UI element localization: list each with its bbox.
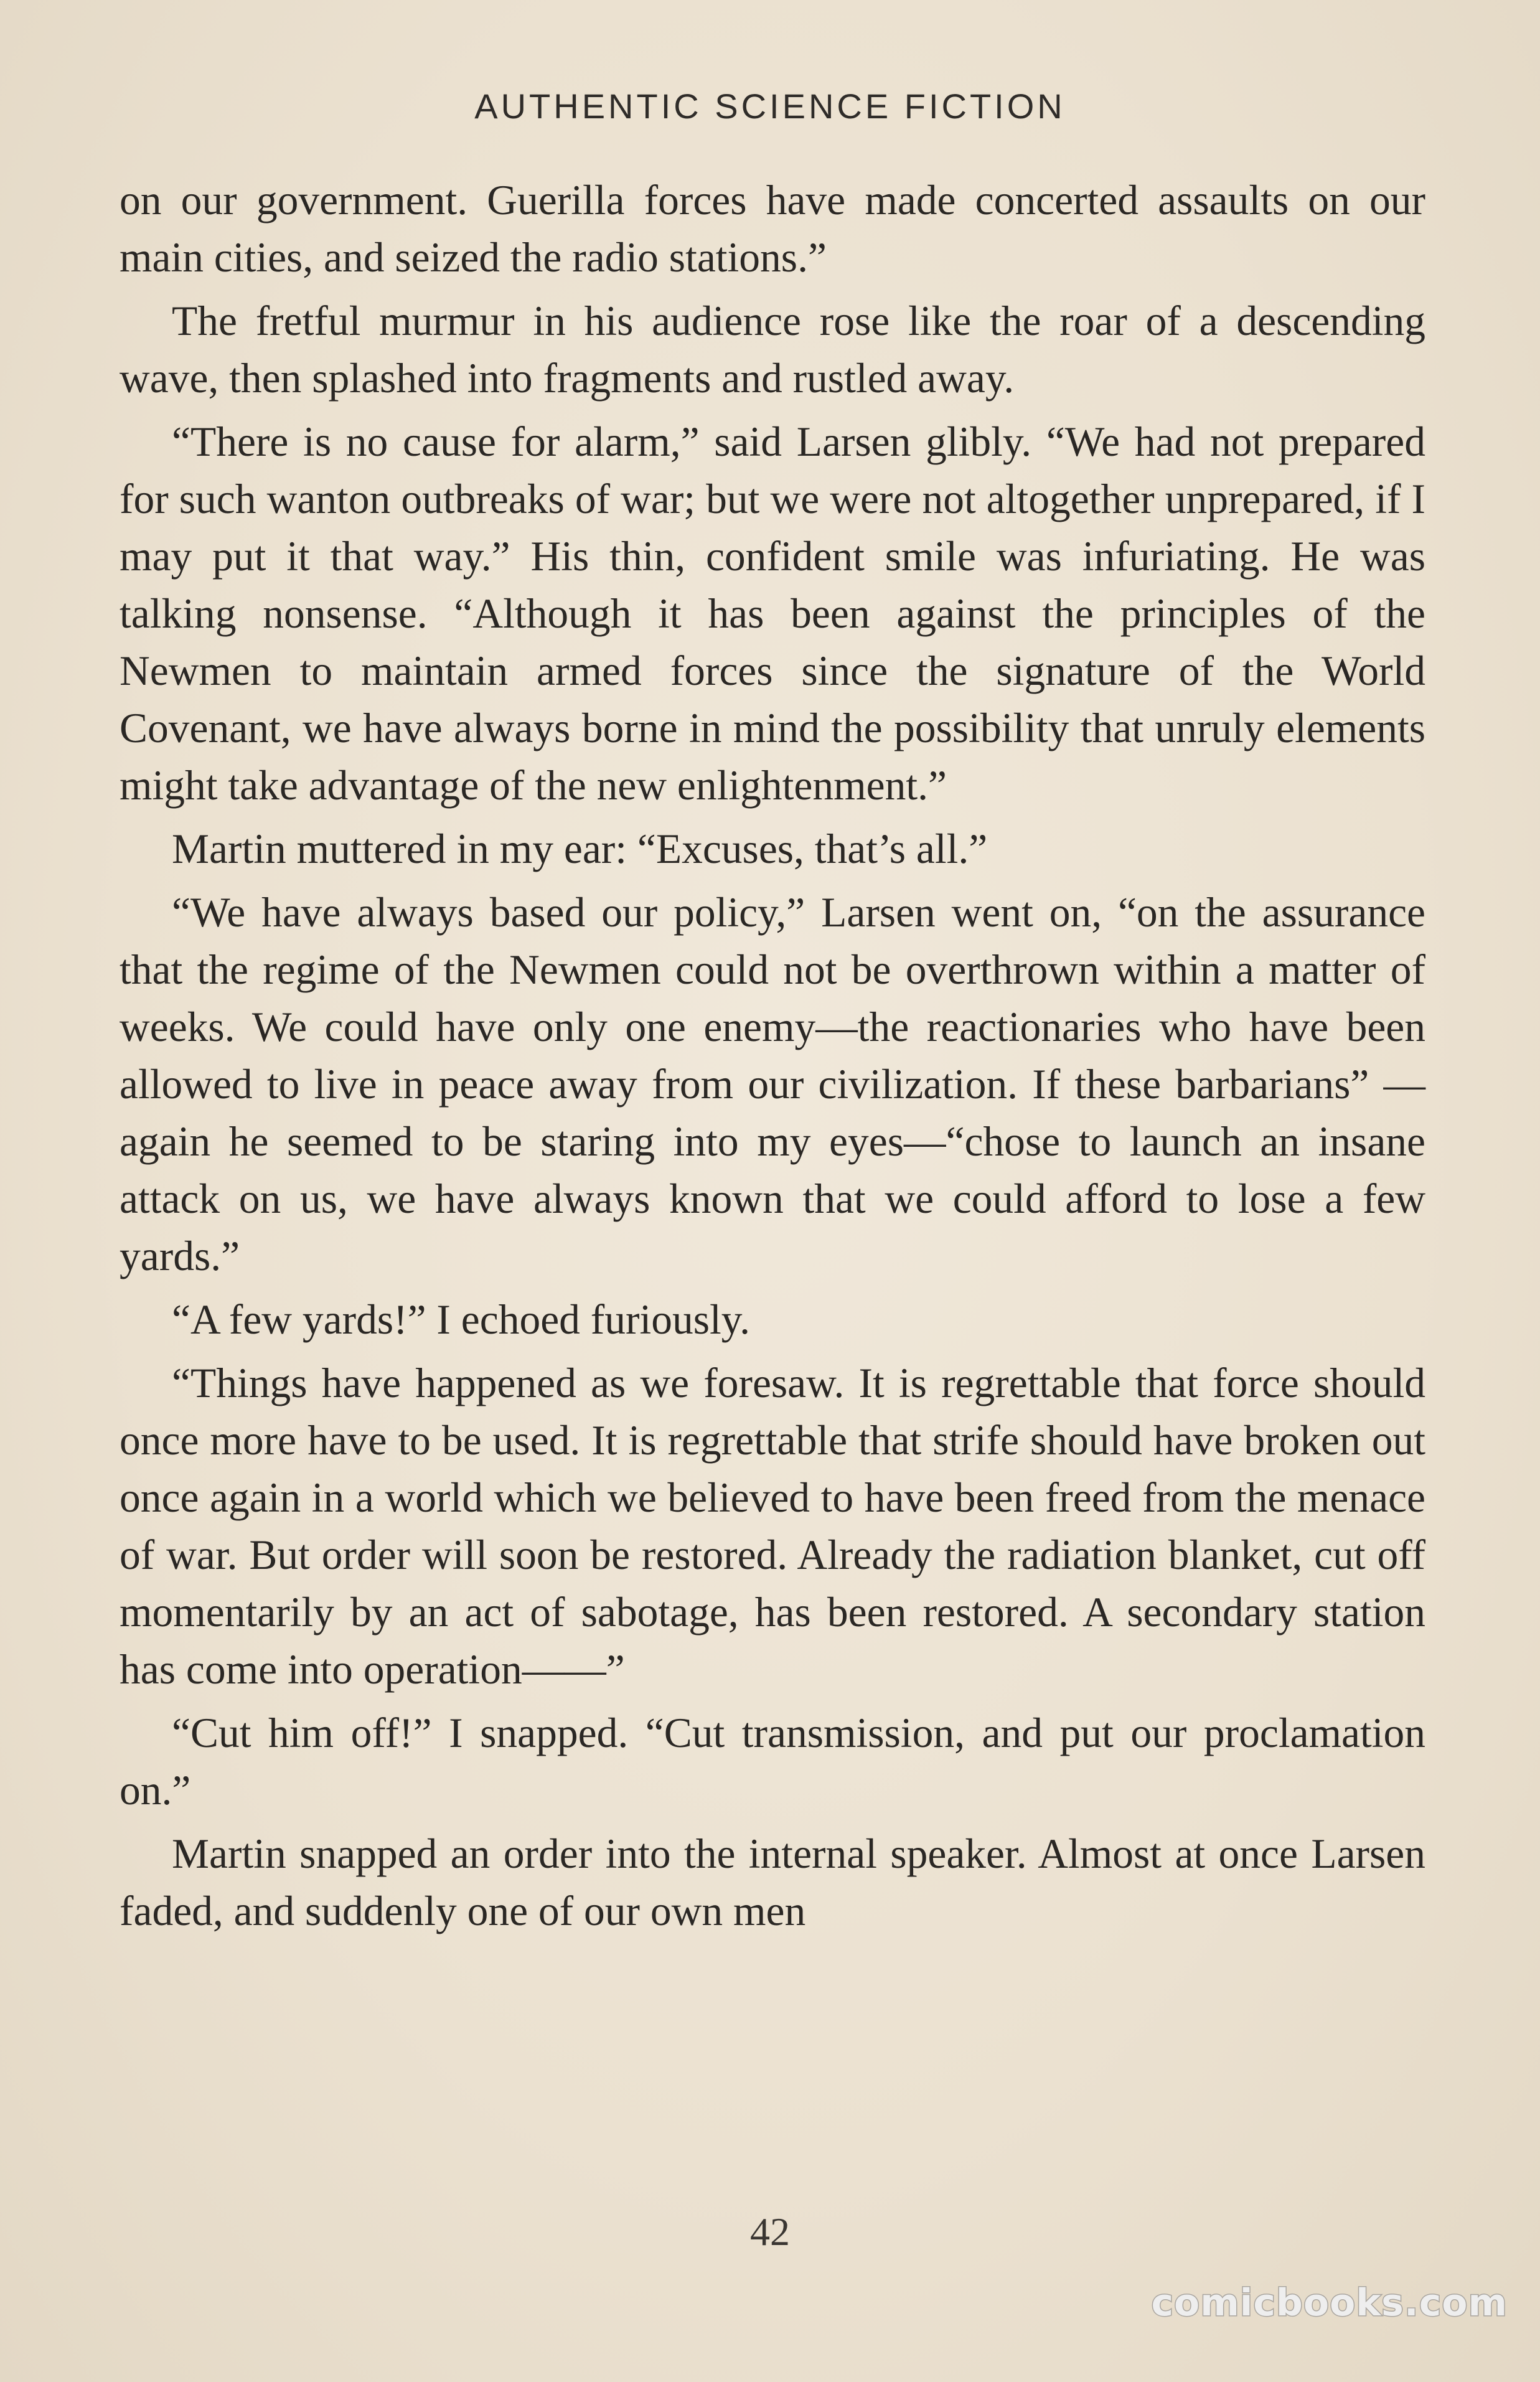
- watermark: comicbooks.com: [1151, 2281, 1508, 2325]
- paragraph: “Cut him off!” I snapped. “Cut transmission, and put our proclamation on.”: [120, 1710, 1425, 1814]
- paragraph: “We have always based our policy,” Larsen went on, “on the assurance that the regime of the Newmen could not be overthrown within a matter of weeks. We could have only one enemy—the reactionaries who have been allowed to live in peace away from our civilization. If these barbarians” —again he seemed to be staring into my eyes—“chose to launch an insane attack on us, we have always known that we could afford to lose a few yards.”: [120, 889, 1425, 1279]
- paragraph: “Things have happened as we foresaw. It is regrettable that force should once more have to be used. It is regrettable that strife should have broken out once again in a world which we believed to have been freed from the menace of war. But order will soon be restored. Already the radiation blanket, cut off momentarily by an act of sabotage, has been restored. A secondary station has come into operation——”: [120, 1360, 1425, 1693]
- body-text: [120, 172, 1425, 1946]
- paragraph: “There is no cause for alarm,” said Larsen glibly. “We had not prepared for such wanton outbreaks of war; but we were not altogether unprepared, if I may put it that way.” His thin, confident smile was infuriating. He was talking nonsense. “Although it has been against the principles of the Newmen to maintain armed forces since the signature of the World Covenant, we have always borne in mind the possibility that unruly elements might take advantage of the new enlightenment.”: [120, 418, 1425, 809]
- page-number: 42: [750, 2210, 790, 2254]
- paragraph: on our government. Guerilla forces have made concerted assaults on our main cities, and seized the radio stations.”: [120, 177, 1425, 281]
- running-head: AUTHENTIC SCIENCE FICTION: [474, 87, 1066, 126]
- paragraph: Martin muttered in my ear: “Excuses, that’s all.”: [172, 826, 988, 872]
- paragraph: The fretful murmur in his audience rose like the roar of a descending wave, then splashed into fragments and rustled away.: [120, 298, 1425, 402]
- paragraph: Martin snapped an order into the internal speaker. Almost at once Larsen faded, and suddenly one of our own men: [120, 1830, 1425, 1934]
- paragraph: “A few yards!” I echoed furiously.: [172, 1296, 751, 1343]
